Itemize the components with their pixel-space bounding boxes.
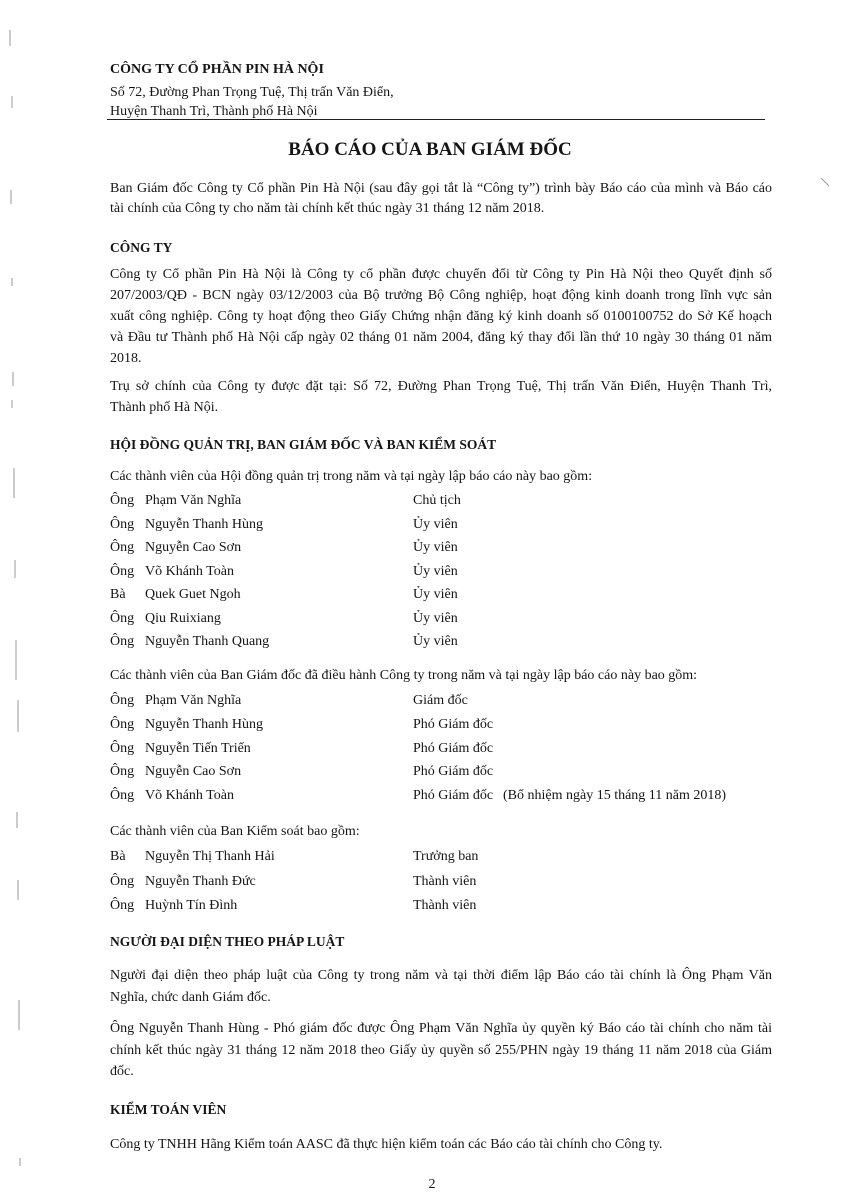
- supervisory-intro: Các thành viên của Ban Kiểm soát bao gồm:: [110, 824, 360, 839]
- member-name: Nguyễn Cao Sơn: [145, 764, 242, 780]
- member-role: Phó Giám đốc: [413, 764, 494, 780]
- member-name: Quek Guet Ngoh: [145, 587, 241, 602]
- member-honorific: Ông: [110, 634, 135, 649]
- member-honorific: Ông: [110, 540, 135, 555]
- member-honorific: Ông: [110, 693, 135, 708]
- list-item: [110, 489, 772, 513]
- legal-representative-paragraph-2: [110, 1018, 772, 1083]
- member-role: Phó Giám đốc: [413, 740, 494, 756]
- paragraph-line: chính kết thúc ngày 31 tháng 12 năm 2018 theo Giấy ủy quyền số 255/PHN ngày 19 tháng 11 năm 2018 của Giám: [110, 1042, 772, 1058]
- list-item: [110, 560, 772, 584]
- member-honorific: Ông: [110, 563, 135, 579]
- auditor-text: Công ty TNHH Hãng Kiểm toán AASC đã thực hiện kiểm toán các Báo cáo tài chính cho Công ty.: [110, 1137, 663, 1152]
- company-address-line-2: Huyện Thanh Trì, Thành phố Hà Nội: [110, 104, 318, 119]
- paragraph-line: Ban Giám đốc Công ty Cổ phần Pin Hà Nội (sau đây gọi tắt là “Công ty”) trình bày Báo cáo của mình và Báo cáo: [110, 181, 772, 196]
- section-heading-governance: HỘI ĐỒNG QUẢN TRỊ, BAN GIÁM ĐỐC VÀ BAN KIỂM SOÁT: [110, 437, 497, 452]
- member-name: Nguyễn Thị Thanh Hải: [145, 849, 275, 864]
- list-item: [110, 583, 772, 607]
- member-name: Võ Khánh Toàn: [145, 563, 234, 579]
- list-item: [110, 760, 772, 784]
- member-name: Phạm Văn Nghĩa: [145, 493, 242, 508]
- management-intro: Các thành viên của Ban Giám đốc đã điều hành Công ty trong năm và tại ngày lập báo cáo này bao gồm:: [110, 668, 698, 683]
- member-name: Huỳnh Tín Đình: [145, 898, 238, 913]
- member-honorific: Bà: [110, 849, 126, 864]
- member-honorific: Bà: [110, 587, 126, 602]
- member-honorific: Ông: [110, 610, 135, 626]
- company-paragraph-1: [110, 264, 772, 369]
- paragraph-line: Nghĩa, chức danh Giám đốc.: [110, 990, 271, 1005]
- company-paragraph-2: [110, 376, 772, 418]
- paragraph-line: Công ty Cổ phần Pin Hà Nội là Công ty cổ phần được chuyển đổi từ Công ty Pin Hà Nội theo Quyết định số: [110, 266, 772, 282]
- member-honorific: Ông: [110, 516, 135, 532]
- list-item: [110, 713, 772, 737]
- member-name: Phạm Văn Nghĩa: [145, 693, 242, 708]
- member-role: Ủy viên: [413, 563, 458, 579]
- member-role: Thành viên: [413, 873, 477, 889]
- paragraph-line: và Đầu tư Thành phố Hà Nội cấp ngày 02 tháng 01 năm 2004, đăng ký thay đổi lần thứ 10 ngày 30 tháng 01 năm: [110, 329, 772, 345]
- member-name: Nguyễn Thanh Quang: [145, 634, 270, 649]
- member-role: Phó Giám đốc: [413, 788, 494, 804]
- paragraph-line: 2018.: [110, 350, 142, 366]
- member-role: Giám đốc: [413, 693, 468, 708]
- member-honorific: Ông: [110, 898, 135, 913]
- management-member-list: [110, 689, 772, 808]
- list-item: [110, 536, 772, 560]
- member-honorific: Ông: [110, 788, 135, 804]
- member-name: Qiu Ruixiang: [145, 610, 221, 626]
- member-role: Chủ tịch: [413, 493, 461, 508]
- list-item: [110, 894, 772, 919]
- member-honorific: Ông: [110, 740, 135, 756]
- member-name: Nguyễn Cao Sơn: [145, 540, 242, 555]
- section-heading-legal-representative: NGƯỜI ĐẠI DIỆN THEO PHÁP LUẬT: [110, 934, 345, 949]
- list-item: [110, 784, 772, 808]
- paragraph-line: Trụ sở chính của Công ty được đặt tại: Số 72, Đường Phan Trọng Tuệ, Thị trấn Văn Điển, Huyện Thanh Trì,: [110, 378, 772, 394]
- member-role: Ủy viên: [413, 587, 458, 602]
- page-number: 2: [428, 1177, 436, 1192]
- section-heading-auditor: KIỂM TOÁN VIÊN: [110, 1102, 227, 1117]
- paragraph-line: tài chính của Công ty cho năm tài chính kết thúc ngày 31 tháng 12 năm 2018.: [110, 201, 545, 216]
- header-underline: [107, 119, 765, 120]
- paragraph-line: Thành phố Hà Nội.: [110, 399, 219, 415]
- member-role: Trưởng ban: [413, 849, 479, 864]
- paragraph-line: 207/2003/QĐ - BCN ngày 03/12/2003 của Bộ trưởng Bộ Công nghiệp, hoạt động kinh doanh trong lĩnh vực sản: [110, 287, 772, 303]
- member-honorific: Ông: [110, 716, 135, 732]
- paragraph-line: xuất công nghiệp. Công ty hoạt động theo Giấy Chứng nhận đăng ký kinh doanh số 0100100752 do Sở Kế hoạch: [110, 308, 772, 324]
- paragraph-line: Người đại diện theo pháp luật của Công ty trong năm và tại thời điểm lập Báo cáo tài chính là Ông Phạm Văn: [110, 968, 772, 983]
- list-item: [110, 513, 772, 537]
- member-role: Ủy viên: [413, 610, 458, 626]
- list-item: [110, 845, 772, 870]
- member-role: Thành viên: [413, 898, 477, 913]
- list-item: [110, 737, 772, 761]
- member-role: Ủy viên: [413, 516, 458, 532]
- member-role: Ủy viên: [413, 634, 458, 649]
- appointment-note: (Bổ nhiệm ngày 15 tháng 11 năm 2018): [503, 788, 727, 804]
- board-intro: Các thành viên của Hội đồng quản trị trong năm và tại ngày lập báo cáo này bao gồm:: [110, 469, 593, 484]
- member-name: Võ Khánh Toàn: [145, 788, 234, 804]
- legal-representative-paragraph-1: [110, 965, 772, 1009]
- report-title: BÁO CÁO CỦA BAN GIÁM ĐỐC: [288, 139, 572, 160]
- supervisory-member-list: [110, 845, 772, 919]
- member-honorific: Ông: [110, 873, 135, 889]
- company-address-line-1: Số 72, Đường Phan Trọng Tuệ, Thị trấn Văn Điển,: [110, 85, 394, 100]
- board-member-list: [110, 489, 772, 654]
- list-item: [110, 689, 772, 713]
- member-name: Nguyễn Thanh Hùng: [145, 516, 263, 532]
- member-role: Phó Giám đốc: [413, 716, 494, 732]
- paragraph-line: đốc.: [110, 1064, 134, 1079]
- list-item: [110, 870, 772, 895]
- intro-paragraph: [110, 179, 772, 219]
- list-item: [110, 607, 772, 631]
- member-role: Ủy viên: [413, 540, 458, 555]
- member-name: Nguyễn Tiến Triển: [145, 740, 251, 756]
- list-item: [110, 630, 772, 654]
- paragraph-line: Ông Nguyễn Thanh Hùng - Phó giám đốc được Ông Phạm Văn Nghĩa ủy quyền ký Báo cáo tài chính cho năm tài: [110, 1021, 772, 1036]
- member-honorific: Ông: [110, 493, 135, 508]
- member-name: Nguyễn Thanh Hùng: [145, 716, 263, 732]
- section-heading-company: CÔNG TY: [110, 240, 173, 255]
- member-name: Nguyễn Thanh Đức: [145, 873, 256, 889]
- member-honorific: Ông: [110, 764, 135, 780]
- company-name: CÔNG TY CỔ PHẦN PIN HÀ NỘI: [110, 62, 324, 77]
